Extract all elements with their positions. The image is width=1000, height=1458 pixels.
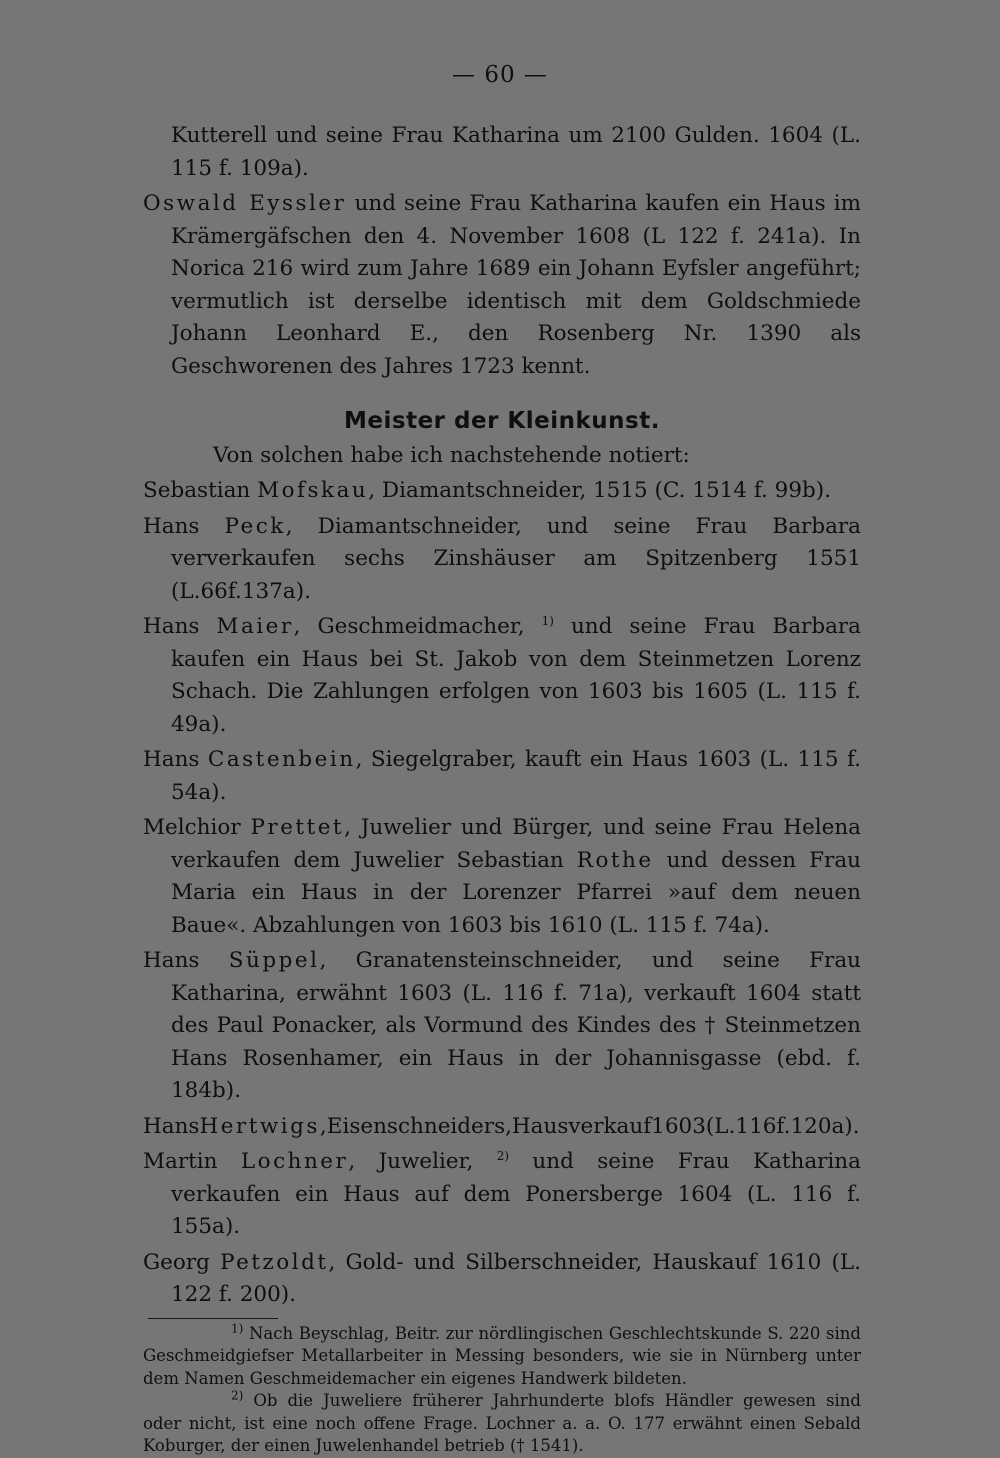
entry-text: ,Eisenschneiders,Hausverkauf1603(L.116f.120a). <box>319 1113 860 1139</box>
first-name: Hans <box>143 614 200 639</box>
person-name: Maier <box>216 614 294 639</box>
entry-text: , Geschmeidmacher, <box>293 614 542 639</box>
paragraph-eyssler <box>143 188 861 383</box>
paragraph-text: und seine Frau Katharina kaufen ein Haus im Krämergäfschen den 4. November 1608 (L 122 f. 241a). In Norica 216 wird zum Jahre 1689 ein Johann Eyfsler angeführt; vermutlich ist derselbe identisch mit dem Goldschmiede Johann Leonhard E., den Rosenberg Nr. 1390 als Geschworenen des Jahres 1723 kennt. <box>171 191 862 379</box>
entry-suppel <box>143 945 861 1108</box>
entry-castenbein <box>143 744 861 809</box>
body-text <box>143 120 861 1458</box>
entry-text: , Juwelier und Bürger, und seine Frau Helena verkaufen dem Juwelier Sebastian <box>171 815 861 873</box>
footnote-mark: 2) <box>231 1388 244 1403</box>
person-name: Süppel <box>228 948 320 973</box>
person-name: Hertwigs <box>199 1113 320 1139</box>
person-name: Lochner <box>240 1149 349 1174</box>
footnote-1 <box>143 1323 861 1391</box>
footnotes <box>143 1323 861 1458</box>
entry-petzoldt <box>143 1247 861 1312</box>
entry-lochner <box>143 1146 861 1244</box>
footnote-text: Ob die Juweliere früherer Jahrhunderte blofs Händler gewesen sind oder nicht, ist eine noch offene Frage. Lochner a. a. O. 177 erwähnt einen Sebald Koburger, der einen Juwelenhandel betrieb († 1541). <box>143 1391 861 1455</box>
entry-peck <box>143 511 861 609</box>
footnote-ref-2: 2) <box>496 1148 510 1163</box>
entry-text: , Granatensteinschneider, und seine Frau Katharina, erwähnt 1603 (L. 116 f. 71a), verkauft 1604 statt des Paul Ponacker, als Vormund des Kindes des † Steinmetzen Hans Rosenhamer, ein Haus in der Johannisgasse (ebd. f. 184b). <box>171 948 861 1103</box>
person-name: Petzoldt <box>220 1249 329 1275</box>
section-intro: Von solchen habe ich nachstehende notiert: <box>213 442 690 468</box>
entry-text: und seine Frau Katharina verkaufen ein Haus auf dem Ponersberge 1604 (L. 116 f. 155a). <box>171 1149 861 1239</box>
entry-text: , Juwelier, <box>348 1149 497 1174</box>
footnote-ref-1: 1) <box>541 613 554 628</box>
section-heading: Meister der Kleinkunst. <box>344 408 660 434</box>
page-number: — 60 — <box>452 62 548 88</box>
paragraph-kutterell <box>143 120 861 185</box>
paragraph-text: Kutterell und seine Frau Katharina um 2100 Gulden. 1604 (L. 115 f. 109a). <box>171 123 861 181</box>
entry-prettet <box>143 812 861 942</box>
entry-text: , Siegelgraber, kauft ein Haus 1603 (L. 115 f. 54a). <box>171 747 861 805</box>
footnote-separator <box>148 1318 278 1319</box>
entry-text: und seine Frau Barbara kaufen ein Haus bei St. Jakob von dem Steinmetzen Lorenz Schach. Die Zahlungen erfolgen von 1603 bis 1605 (L. 115 f. 49a). <box>171 614 861 737</box>
person-name: Peck <box>224 513 286 539</box>
entry-text: , Diamantschneider, 1515 (C. 1514 f. 99b). <box>368 478 832 503</box>
first-name: Hans <box>143 513 200 539</box>
entry-text: , Gold- und Silberschneider, Hauskauf 1610 (L. 122 f. 200). <box>171 1249 861 1307</box>
person-name: Castenbein <box>207 747 356 772</box>
person-name: Oswald Eyssler <box>143 191 347 216</box>
footnote-2 <box>143 1390 861 1458</box>
first-name: Hans <box>143 948 200 973</box>
first-name: Melchior <box>143 815 241 840</box>
entry-maier <box>143 611 861 741</box>
person-name: Prettet <box>250 815 345 840</box>
footnote-text: Nach Beyschlag, Beitr. zur nördlingischen Geschlechtskunde S. 220 sind Geschmeidgiefser Metallarbeiter in Messing besonders, wie sie in Nürnberg unter dem Namen Geschmeidemacher ein eigenes Handwerk bildeten. <box>143 1323 861 1388</box>
first-name: Hans <box>143 747 200 772</box>
first-name: Martin <box>143 1149 218 1174</box>
person-name-rothe: Rothe <box>576 847 654 873</box>
entry-hertwigs <box>143 1111 861 1144</box>
footnote-mark: 1) <box>231 1321 244 1335</box>
person-name: Mofskau <box>257 478 369 503</box>
entry-text: , Diamantschneider, und seine Frau Barbara ververkaufen sechs Zinshäuser am Spitzenberg 1551 (L.66f.137a). <box>171 513 861 604</box>
entry-text: und dessen Frau Maria ein Haus in der Lorenzer Pfarrei »auf dem neuen Baue«. Abzahlungen von 1603 bis 1610 (L. 115 f. 74a). <box>171 847 861 938</box>
first-name: Georg <box>143 1249 210 1275</box>
entry-mofskau <box>143 475 861 508</box>
first-name: Hans <box>143 1113 200 1139</box>
first-name: Sebastian <box>143 478 251 503</box>
